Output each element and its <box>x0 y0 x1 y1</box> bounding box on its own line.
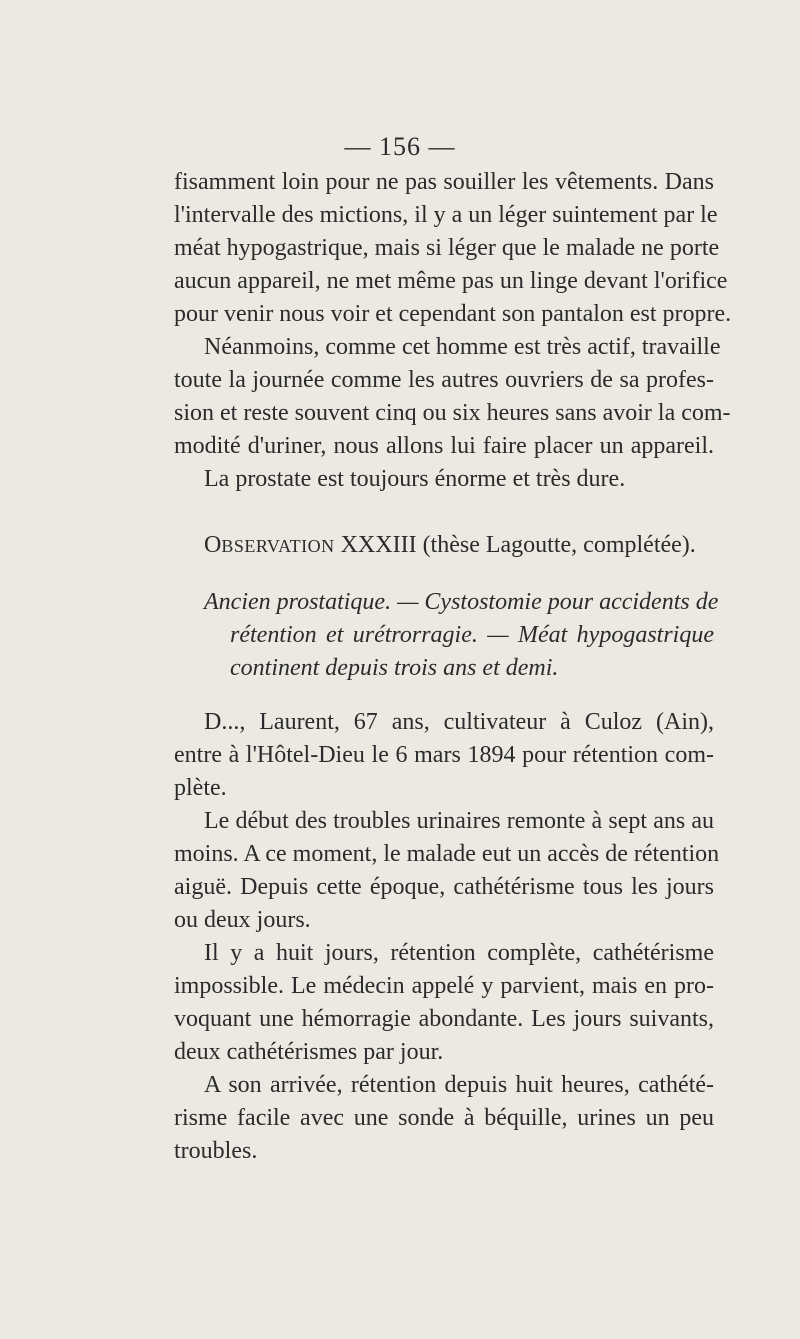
observation-title: XXXIII (thèse Lagoutte, complétée). <box>334 532 696 558</box>
text-line: risme facile avec une sonde à béquille, urines un peu <box>174 1105 714 1131</box>
text-line: méat hypogastrique, mais si léger que le malade ne porte <box>174 235 720 261</box>
text-line: La prostate est toujours énorme et très dure. <box>204 466 626 492</box>
text-line: ou deux jours. <box>174 907 311 933</box>
text-line: entre à l'Hôtel-Dieu le 6 mars 1894 pour rétention com- <box>174 742 714 768</box>
text-line: plète. <box>174 775 227 801</box>
text-line: pour venir nous voir et cependant son pantalon est propre. <box>174 301 732 327</box>
text-line: D..., Laurent, 67 ans, cultivateur à Culoz (Ain), <box>204 709 714 735</box>
page-number: — 156 — <box>344 132 456 161</box>
text-line: l'intervalle des mictions, il y a un léger suintement par le <box>174 202 718 228</box>
text-line: Néanmoins, comme cet homme est très actif, travaille <box>204 334 721 360</box>
text-line: toute la journée comme les autres ouvriers de sa profes- <box>174 367 714 393</box>
text-line: sion et reste souvent cinq ou six heures sans avoir la com- <box>174 400 731 426</box>
text-line: troubles. <box>174 1138 258 1164</box>
text-line: voquant une hémorragie abondante. Les jours suivants, <box>174 1006 714 1032</box>
text-line: fisamment loin pour ne pas souiller les vêtements. Dans <box>174 169 714 195</box>
text-line: Il y a huit jours, rétention complète, cathétérisme <box>204 940 714 966</box>
observation-initial: O <box>204 532 222 558</box>
text-line: modité d'uriner, nous allons lui faire placer un appareil. <box>174 433 714 459</box>
text-line: aiguë. Depuis cette époque, cathétérisme tous les jours <box>174 874 714 900</box>
observation-heading <box>204 529 714 563</box>
summary-line: rétention et urétrorragie. — Méat hypogastrique <box>230 622 714 648</box>
text-line: A son arrivée, rétention depuis huit heures, cathété- <box>204 1072 714 1098</box>
text-line: impossible. Le médecin appelé y parvient, mais en pro- <box>174 973 714 999</box>
text-line: moins. A ce moment, le malade eut un accès de rétention <box>174 841 720 867</box>
summary-line: continent depuis trois ans et demi. <box>230 655 559 681</box>
text-line: aucun appareil, ne met même pas un linge devant l'orifice <box>174 268 728 294</box>
text-line: deux cathétérismes par jour. <box>174 1039 444 1065</box>
observation-smallcaps: BSERVATION <box>221 536 335 556</box>
summary-line: Ancien prostatique. — Cystostomie pour accidents de <box>204 589 719 615</box>
text-line: Le début des troubles urinaires remonte à sept ans au <box>204 808 714 834</box>
